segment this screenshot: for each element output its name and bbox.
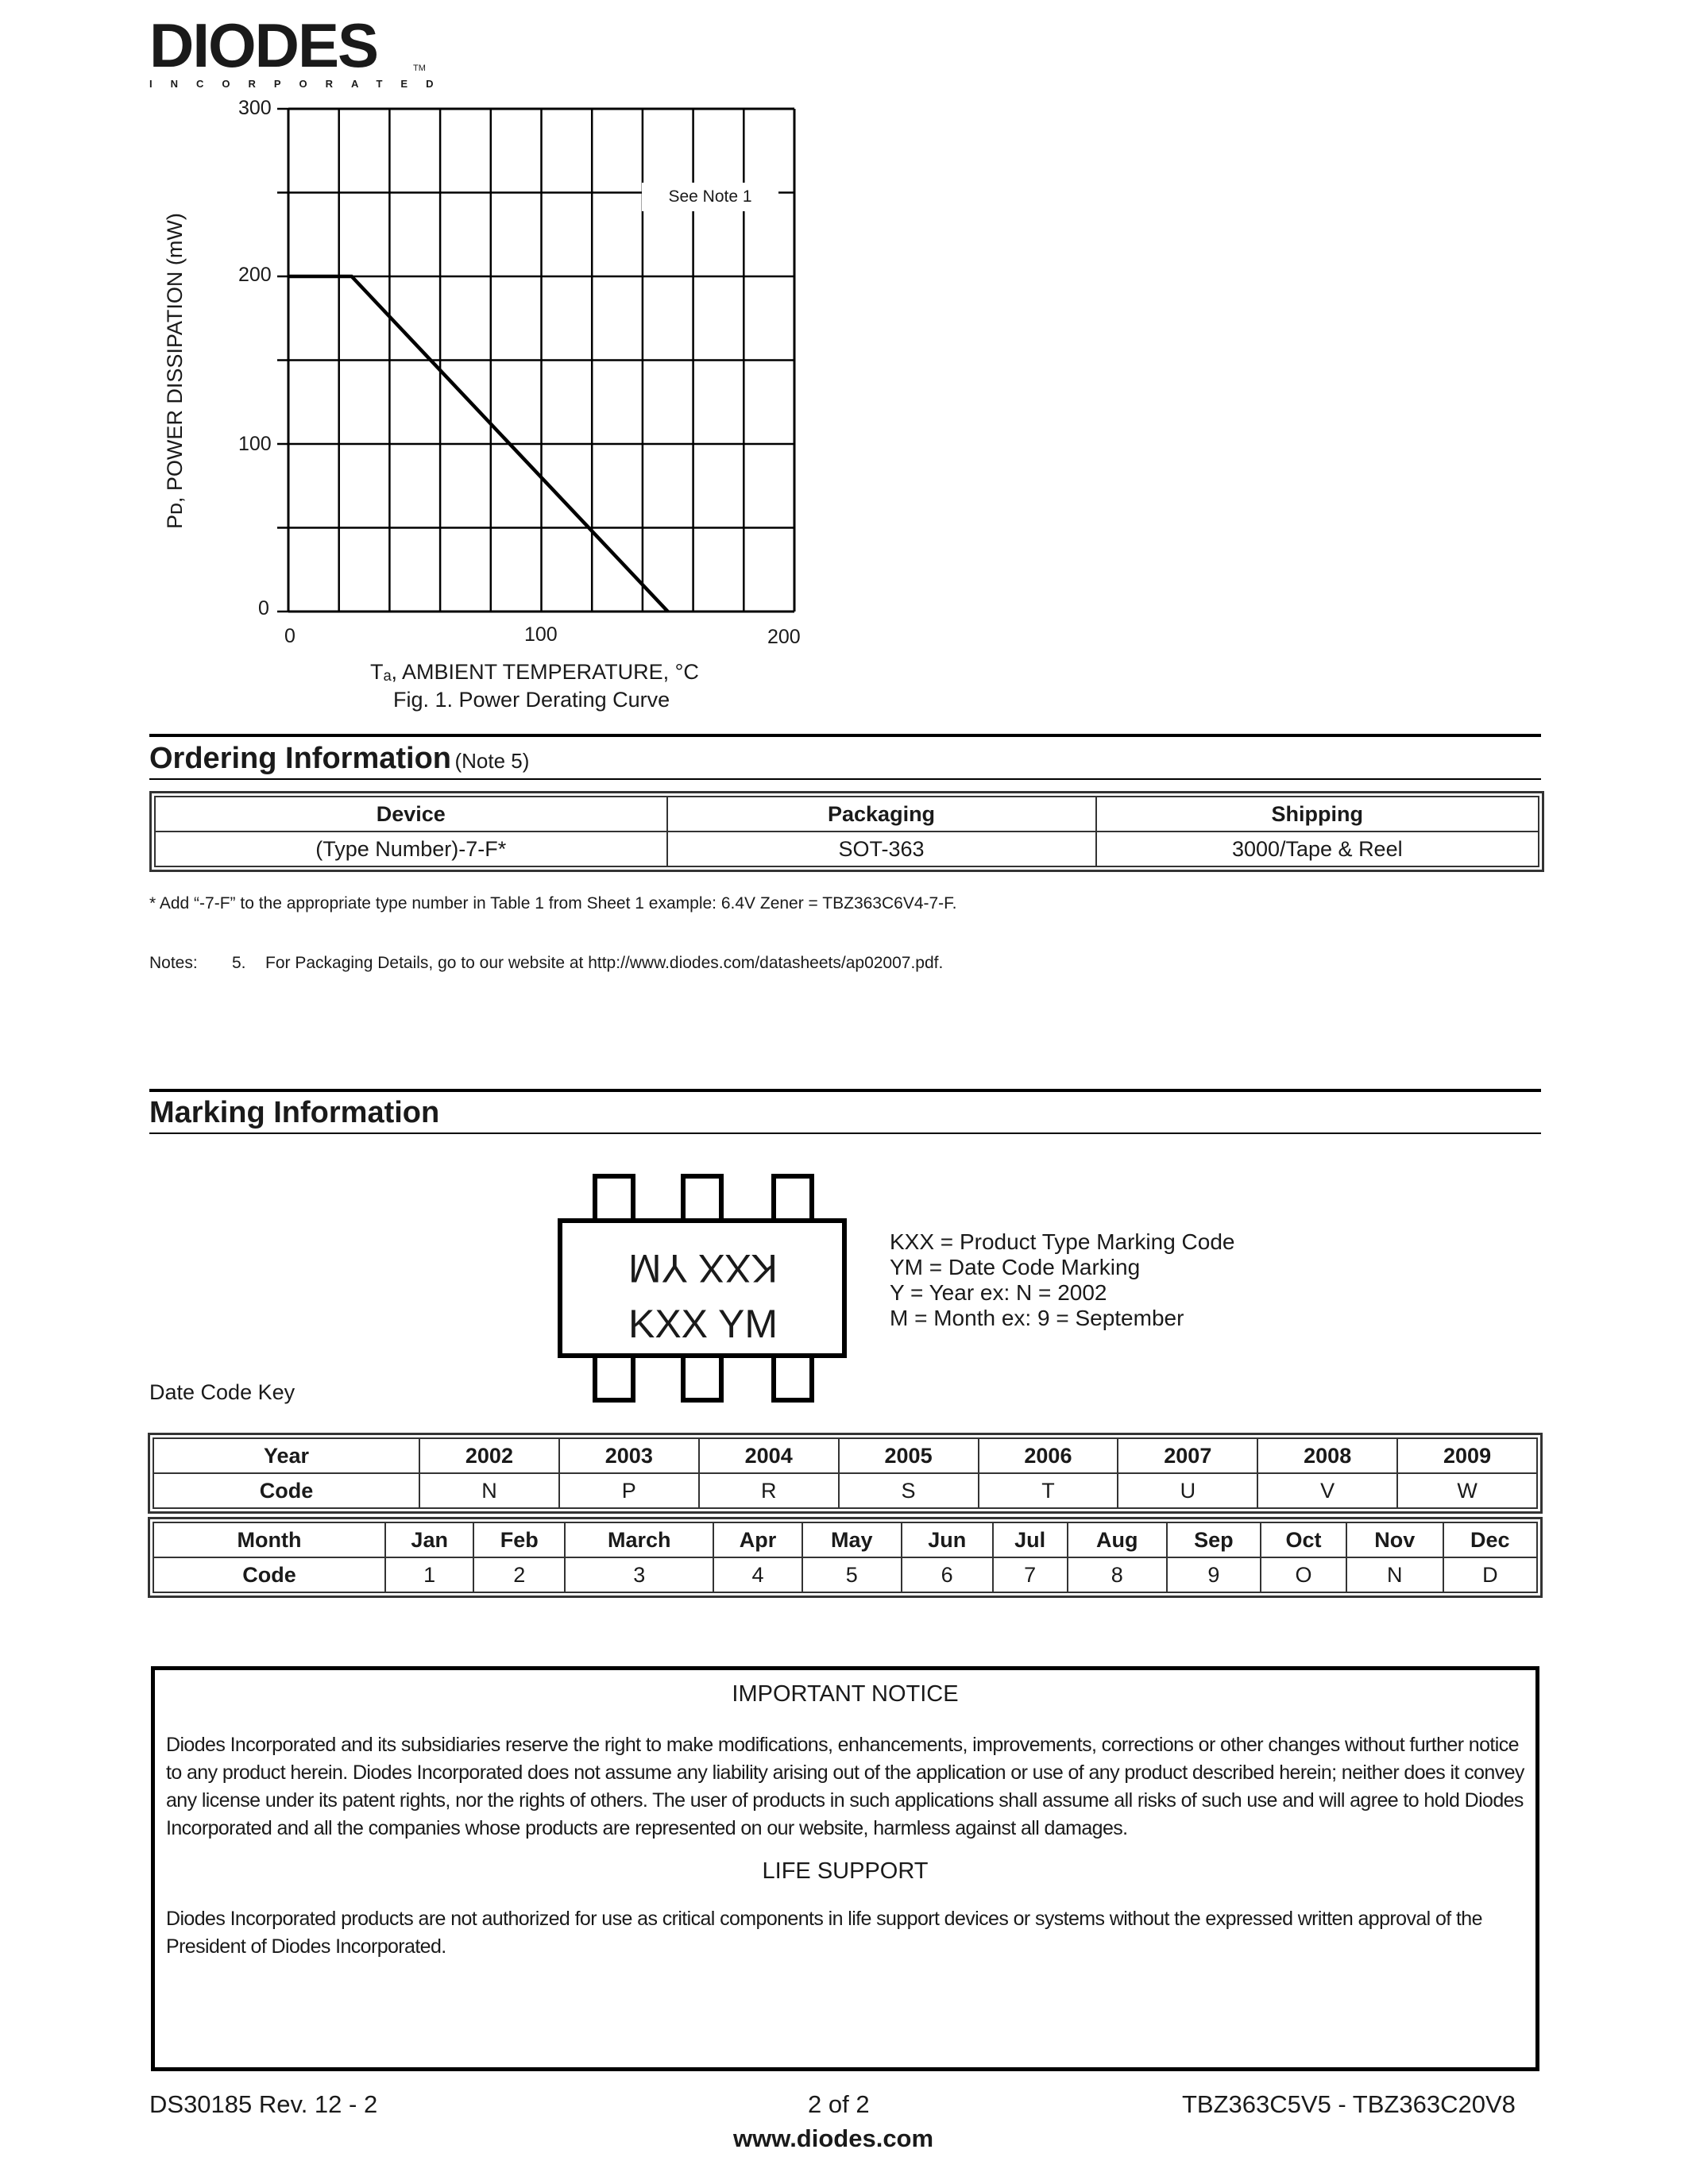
table-cell: P (559, 1473, 699, 1508)
table-cell: 8 (1068, 1557, 1167, 1592)
year-table (148, 1433, 1543, 1514)
table-cell: 3000/Tape & Reel (1096, 832, 1539, 866)
notice-title: IMPORTANT NOTICE (732, 1681, 959, 1707)
table-header: Year (153, 1438, 419, 1473)
table-cell: V (1257, 1473, 1397, 1508)
logo-trademark: TM (413, 64, 426, 73)
table-cell: Apr (713, 1522, 802, 1557)
ordering-title: Ordering Information (149, 742, 451, 775)
table-cell: 2003 (559, 1438, 699, 1473)
ordering-footnote: * Add “-7-F” to the appropriate type number in Table 1 from Sheet 1 example: 6.4V Zener = TBZ363C6V4-7-F. (149, 894, 957, 913)
y-tick-label: 300 (238, 97, 272, 119)
table-cell: 2005 (839, 1438, 979, 1473)
section-rule (149, 734, 1541, 737)
table-cell: R (699, 1473, 839, 1508)
table-cell: Dec (1443, 1522, 1537, 1557)
logo-wordmark: DIODES (149, 10, 378, 80)
table-row (155, 832, 1539, 866)
table-cell: S (839, 1473, 979, 1508)
legend-item: Y = Year ex: N = 2002 (890, 1280, 1107, 1305)
section-rule (149, 1133, 1541, 1134)
table-cell: 2 (473, 1557, 565, 1592)
table-cell: (Type Number)-7-F* (155, 832, 667, 866)
logo-subtitle: INCORPORATED (149, 78, 452, 90)
table-cell: Oct (1261, 1522, 1346, 1557)
package-pin (595, 1356, 633, 1400)
table-cell: N (1346, 1557, 1443, 1592)
table-cell: W (1397, 1473, 1537, 1508)
table-header: Code (153, 1473, 419, 1508)
table-cell: May (802, 1522, 902, 1557)
y-tick-label: 0 (258, 597, 269, 619)
note-number: 5. (232, 954, 246, 972)
table-cell: Jan (385, 1522, 473, 1557)
legend-item: YM = Date Code Marking (890, 1255, 1141, 1279)
table-cell: 2002 (419, 1438, 559, 1473)
table-cell: 2004 (699, 1438, 839, 1473)
table-header: Shipping (1096, 797, 1539, 832)
package-pin (595, 1176, 633, 1221)
table-cell: U (1118, 1473, 1257, 1508)
ordering-note-ref: (Note 5) (454, 749, 530, 773)
table-header: Month (153, 1522, 385, 1557)
marking-legend (890, 1229, 1235, 1331)
table-cell: Jun (902, 1522, 993, 1557)
x-axis-label: Tₐ, AMBIENT TEMPERATURE, °C (370, 660, 699, 684)
table-header: Packaging (667, 797, 1096, 832)
table-cell: 1 (385, 1557, 473, 1592)
date-code-key-label: Date Code Key (149, 1380, 295, 1404)
table-row (153, 1473, 1537, 1508)
ordering-table (149, 791, 1544, 872)
footer-part-number: TBZ363C5V5 - TBZ363C20V8 (1182, 2090, 1516, 2118)
table-cell: N (419, 1473, 559, 1508)
table-cell: 5 (802, 1557, 902, 1592)
table-cell: O (1261, 1557, 1346, 1592)
table-header-row (155, 797, 1539, 832)
footer-page-number: 2 of 2 (808, 2090, 870, 2118)
table-cell: SOT-363 (667, 832, 1096, 866)
chip-marking: KXX YM (628, 1302, 778, 1346)
table-cell: 2006 (979, 1438, 1118, 1473)
section-rule (149, 1089, 1541, 1092)
legend-item: M = Month ex: 9 = September (890, 1306, 1184, 1330)
table-cell: 3 (565, 1557, 713, 1592)
life-support-title: LIFE SUPPORT (762, 1858, 929, 1884)
life-support-body: Diodes Incorporated products are not authorized for use as critical components in life support devices or systems without the expressed written approval of the President of Diodes Incorporated. (166, 1908, 1482, 1958)
table-row (153, 1557, 1537, 1592)
figure-caption: Fig. 1. Power Derating Curve (393, 688, 670, 712)
table-cell: Aug (1068, 1522, 1167, 1557)
table-cell: 4 (713, 1557, 802, 1592)
package-pin (683, 1356, 721, 1400)
table-cell: Nov (1346, 1522, 1443, 1557)
x-tick-label: 200 (767, 626, 801, 648)
package-pin (774, 1356, 812, 1400)
table-cell: Feb (473, 1522, 565, 1557)
table-cell: T (979, 1473, 1118, 1508)
table-cell: 2008 (1257, 1438, 1397, 1473)
package-pin (683, 1176, 721, 1221)
note-text: For Packaging Details, go to our website at http://www.diodes.com/datasheets/ap02007.pdf. (265, 954, 944, 972)
table-cell: 2009 (1397, 1438, 1537, 1473)
package-pin (774, 1176, 812, 1221)
footer-doc-id: DS30185 Rev. 12 - 2 (149, 2090, 378, 2118)
section-rule (149, 778, 1541, 780)
footer-website: www.diodes.com (733, 2124, 934, 2152)
y-tick-label: 200 (238, 264, 272, 286)
table-cell: Jul (993, 1522, 1068, 1557)
chip-marking-inverted: KXX YM (628, 1246, 778, 1291)
table-row (153, 1438, 1537, 1473)
table-header: Device (155, 797, 667, 832)
notice-body: Diodes Incorporated and its subsidiaries reserve the right to make modifications, enhancements, improvements, corrections or other changes without further notice to any product herein. Diodes Incorporated does not assume any liability arising out of the application or use of any product described herein; neither does it convey any license under its patent rights, nor the rights of others. The user of products in such applications shall assume all risks of such use and will agree to hold Diodes Incorporated and all the companies whose products are represented on our website, harmless against all damages. (166, 1734, 1524, 1839)
legend-item: KXX = Product Type Marking Code (890, 1229, 1235, 1254)
table-cell: 6 (902, 1557, 993, 1592)
table-cell: March (565, 1522, 713, 1557)
x-tick-label: 100 (524, 623, 558, 646)
y-tick-label: 100 (238, 433, 272, 455)
table-cell: 2007 (1118, 1438, 1257, 1473)
month-table (148, 1517, 1543, 1598)
ordering-title-row (149, 742, 529, 776)
table-cell: 7 (993, 1557, 1068, 1592)
important-notice-box (151, 1666, 1539, 2071)
marking-title: Marking Information (149, 1096, 440, 1129)
see-note-annotation: See Note 1 (642, 183, 778, 211)
table-cell: D (1443, 1557, 1537, 1592)
table-cell: Sep (1167, 1522, 1261, 1557)
x-tick-label: 0 (284, 625, 295, 647)
table-row (153, 1522, 1537, 1557)
table-cell: 9 (1167, 1557, 1261, 1592)
table-header: Code (153, 1557, 385, 1592)
notes-label: Notes: (149, 954, 198, 972)
